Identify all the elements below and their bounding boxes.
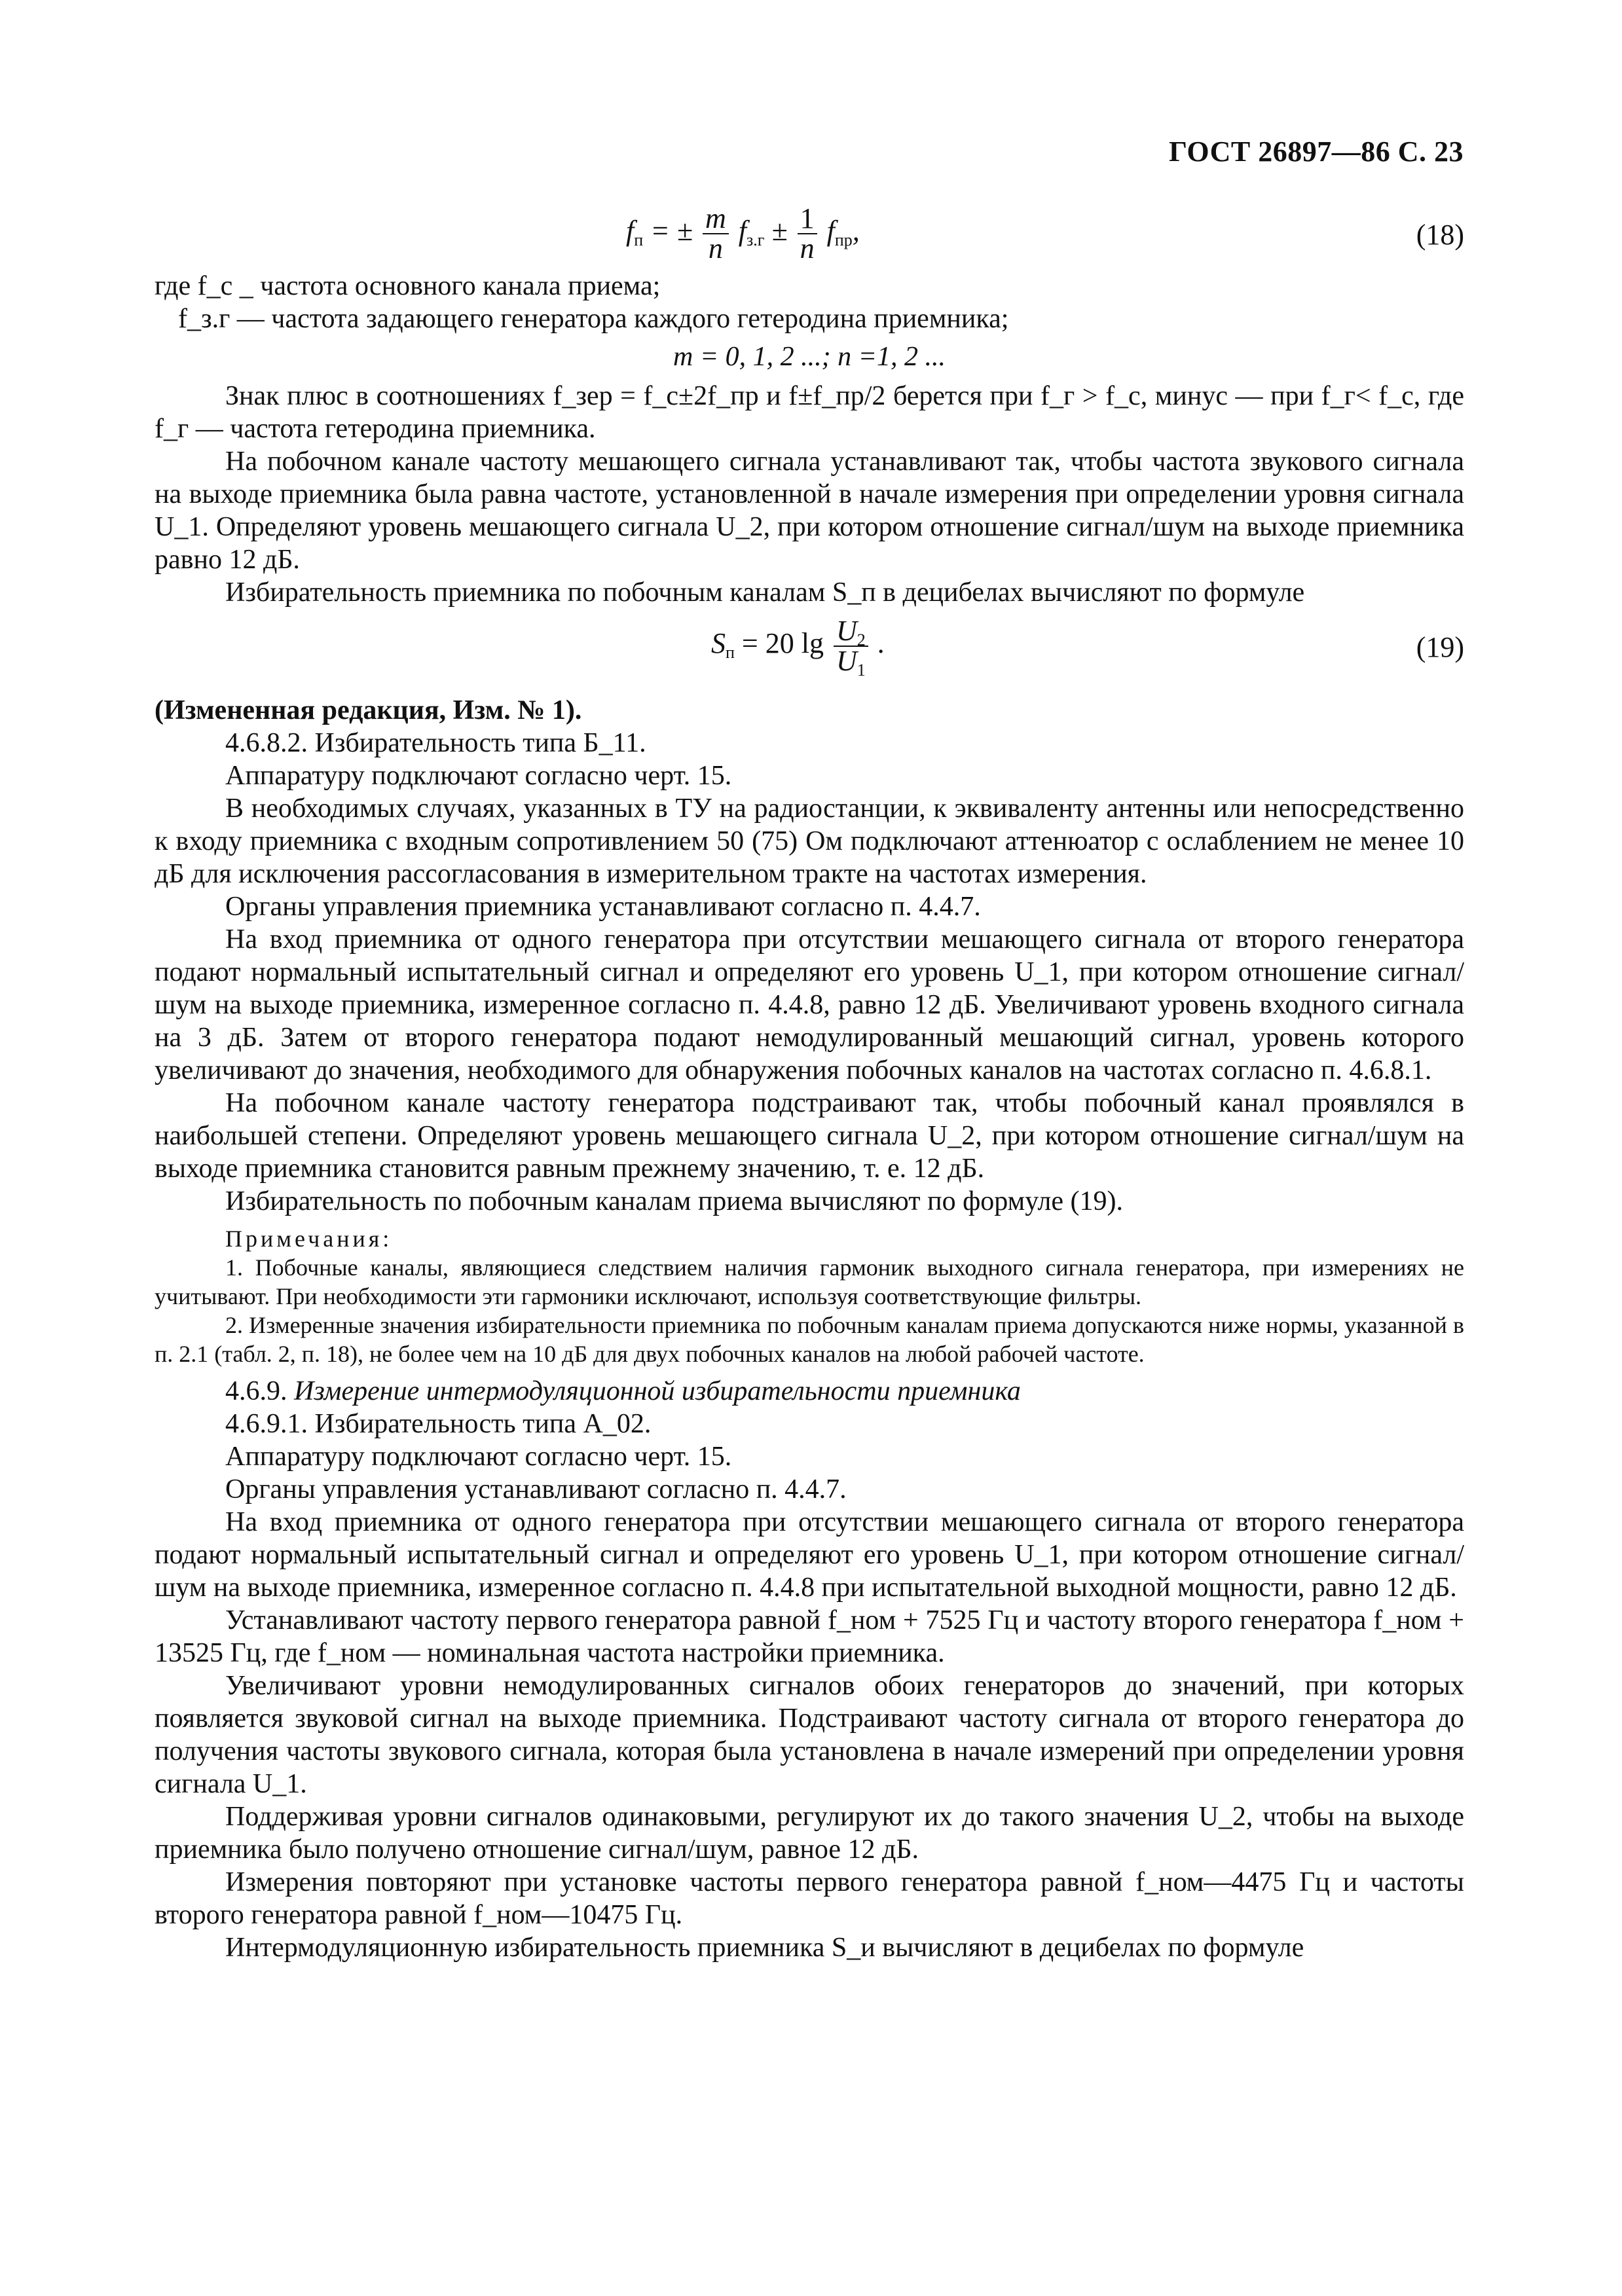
paragraph-apparatus-2: Аппаратуру подключают согласно черт. 15. xyxy=(225,1442,732,1472)
formula-18-expression: $f_п$ = ± $\frac{m}{n}$ $f_{з.г}$ ± $\frac{1}{n}$ $f_{пр}$, xyxy=(626,202,860,264)
paragraph-tuning: На побочном канале частоту генератора подстраивают так, чтобы побочный канал проявлялся в наибольшей степени. Определяют уровень мешающего сигнала U_2, при котором отношение сигнал/шум на выходе приемника становится равным прежнему значению, т. е. 12 дБ. xyxy=(155,1088,1464,1184)
paragraph-formula-19-ref: Избирательность по побочным каналам приема вычисляют по формуле (19). xyxy=(225,1186,1123,1216)
paragraph-input-1: На вход приемника от одного генератора при отсутствии мешающего сигнала от второго генератора подают нормальный испытательный сигнал и определяют его уровень U_1, при котором отношение сигнал/шум на выходе приемника, измеренное согласно п. 4.4.8, равно 12 дБ. Увеличивают уровень входного сигнала на 3 дБ. Затем от второго генератора подают немодулированный мешающий сигнал, уровень которого увеличивают до значения, необходимого для обнаружения побочных каналов на частотах согласно п. 4.6.8.1. xyxy=(155,924,1464,1085)
section-4-6-9-1: 4.6.9.1. Избирательность типа A_02. xyxy=(225,1409,652,1439)
paragraph-frequency: Устанавливают частоту первого генератора равной f_ном + 7525 Гц и частоту второго генератора f_ном + 13525 Гц, где f_ном — номинальная частота настройки приемника. xyxy=(155,1605,1464,1668)
definition-m-n: m = 0, 1, 2 ...; n =1, 2 ... xyxy=(673,342,946,372)
paragraph-increase: Увеличивают уровни немодулированных сигналов обоих генераторов до значений, при которых появляется звуковой сигнал на выходе приемника. Подстраивают частоту сигнала от второго генератора до получения частоты звукового сигнала, которая была установлена в начале измерений при определении уровня сигнала U_1. xyxy=(155,1671,1464,1799)
paragraph-tu: В необходимых случаях, указанных в ТУ на радиостанции, к эквиваленту антенны или непосредственно к входу приемника с входным сопротивлением 50 (75) Ом подключают аттенюатор с ослаблением не менее 10 дБ для исключения рассогласования в измерительном тракте на частотах измерения. xyxy=(155,793,1464,889)
paragraph-side-channel: На побочном канале частоту мешающего сигнала устанавливают так, чтобы частота звукового сигнала на выходе приемника была равна частоте, установленной в начале измерения при определении уровня сигнала U_1. Определяют уровень мешающего сигнала U_2, при котором отношение сигнал/шум на выходе приемника равно 12 дБ. xyxy=(155,446,1464,575)
definition-fc: где f_c _ частота основного канала приема; xyxy=(155,271,661,301)
section-4-6-9-title: Измерение интермодуляционной избирательности приемника xyxy=(294,1376,1021,1406)
paragraph-intermodulation: Интермодуляционную избирательность приемника S_и вычисляют в децибелах по формуле xyxy=(225,1933,1304,1963)
section-4-6-9-number: 4.6.9. xyxy=(225,1376,287,1406)
paragraph-maintain: Поддерживая уровни сигналов одинаковыми, регулируют их до такого значения U_2, чтобы на выходе приемника было получено отношение сигнал/шум, равное 12 дБ. xyxy=(155,1802,1464,1865)
section-4-6-8-2: 4.6.8.2. Избирательность типа Б_11. xyxy=(225,728,646,758)
paragraph-controls-1: Органы управления приемника устанавливают согласно п. 4.4.7. xyxy=(225,892,981,922)
note-1: 1. Побочные каналы, являющиеся следствием наличия гармоник выходного сигнала генератора, при измерениях не учитывают. При необходимости эти гармоники исключают, используя соответствующие фильтры. xyxy=(155,1254,1464,1309)
formula-18-number: (18) xyxy=(1416,219,1464,251)
paragraph-sign: Знак плюс в соотношениях f_зер = f_c±2f_пр и f±f_пр/2 берется при f_г > f_c, минус — при f_г< f_c, где f_г — частота гетеродина приемника. xyxy=(155,381,1464,444)
definition-fzg: f_з.г — частота задающего генератора каждого гетеродина приемника; xyxy=(178,304,1009,334)
formula-19-expression: $S_п = 20$ lg $\frac{U_2}{U_1}$ . xyxy=(711,615,885,680)
paragraph-apparatus-1: Аппаратуру подключают согласно черт. 15. xyxy=(225,761,732,791)
formula-18 xyxy=(155,196,1464,270)
paragraph-input-2: На вход приемника от одного генератора при отсутствии мешающего сигнала от второго генератора подают нормальный испытательный сигнал и определяют его уровень U_1, при котором отношение сигнал/шум на выходе приемника, измеренное согласно п. 4.4.8 при испытательной выходной мощности, равно 12 дБ. xyxy=(155,1507,1464,1603)
note-2: 2. Измеренные значения избирательности приемника по побочным каналам приема допускаются ниже нормы, указанной в п. 2.1 (табл. 2, п. 18), не более чем на 10 дБ для двух побочных каналов на любой рабочей частоте. xyxy=(155,1312,1464,1367)
paragraph-selectivity-formula: Избирательность приемника по побочным каналам S_п в децибелах вычисляют по формуле xyxy=(225,577,1305,608)
page-header: ГОСТ 26897—86 С. 23 xyxy=(1168,136,1464,168)
notes-title: Примечания: xyxy=(225,1226,393,1252)
paragraph-controls-2: Органы управления устанавливают согласно п. 4.4.7. xyxy=(225,1474,847,1504)
document-body xyxy=(155,196,1464,1964)
section-4-6-9 xyxy=(155,1375,1464,1408)
formula-19-number: (19) xyxy=(1416,631,1464,663)
paragraph-repeat: Измерения повторяют при установке частоты первого генератора равной f_ном—4475 Гц и частоты второго генератора равной f_ном—10475 Гц. xyxy=(155,1867,1464,1930)
formula-19 xyxy=(155,609,1464,682)
edit-note: (Измененная редакция, Изм. № 1). xyxy=(155,695,582,725)
